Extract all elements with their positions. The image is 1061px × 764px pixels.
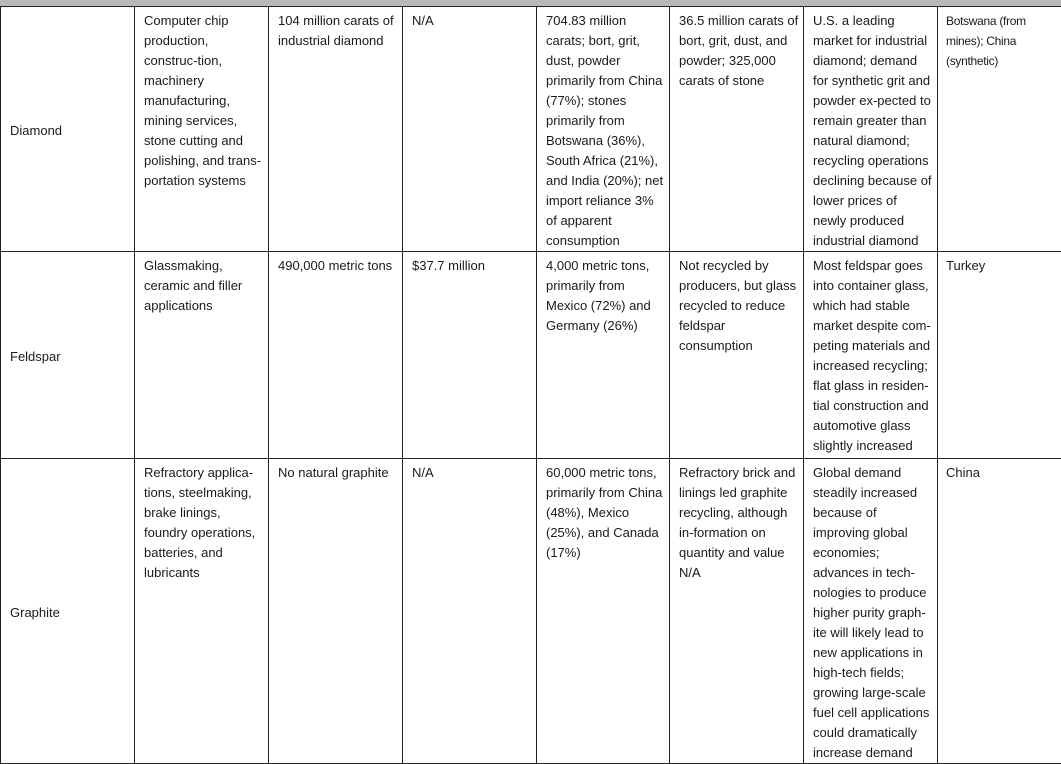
value-cell: N/A [403,7,537,252]
recycling-cell: Refractory brick and linings led graphite recycling, although in-formation on quantity and value N/A [670,459,804,764]
value-cell: $37.7 million [403,252,537,459]
uses-cell: Glassmaking, ceramic and filler applications [135,252,269,459]
minerals-table [0,6,1061,764]
imports-cell: 704.83 million carats; bort, grit, dust, powder primarily from China (77%); stones primarily from Botswana (36%), South Africa (21%), and India (20%); net import reliance 3% of apparent consumption [537,7,670,252]
table-row-feldspar [1,252,1061,459]
table-row-graphite [1,459,1061,764]
leading-producer-cell: Turkey [938,252,1061,459]
outlook-cell: Most feldspar goes into container glass, which had stable market despite com-peting materials and increased recycling; flat glass in residen-tial construction and automotive glass slightly increased [804,252,938,459]
leading-producer-cell: China [938,459,1061,764]
uses-cell: Computer chip production, construc-tion, machinery manufacturing, mining services, stone cutting and polishing, and trans-portation systems [135,7,269,252]
value-cell: N/A [403,459,537,764]
mineral-name-cell: Graphite [1,459,135,764]
leading-producer-cell: Botswana (from mines); China (synthetic) [938,7,1061,252]
uses-cell: Refractory applica-tions, steelmaking, brake linings, foundry operations, batteries, and lubricants [135,459,269,764]
recycling-cell: 36.5 million carats of bort, grit, dust, and powder; 325,000 carats of stone [670,7,804,252]
table-row-diamond [1,7,1061,252]
production-cell: 490,000 metric tons [269,252,403,459]
production-cell: 104 million carats of industrial diamond [269,7,403,252]
recycling-cell: Not recycled by producers, but glass recycled to reduce feldspar consumption [670,252,804,459]
outlook-cell: U.S. a leading market for industrial diamond; demand for synthetic grit and powder ex-pected to remain greater than natural diamond; recycling operations declining because of lower prices of newly produced industrial diamond [804,7,938,252]
outlook-cell: Global demand steadily increased because of improving global economies; advances in tech-nologies to produce higher purity graph-ite will likely lead to new applications in high-tech fields; growing large-scale fuel cell applications could dramatically increase demand [804,459,938,764]
imports-cell: 60,000 metric tons, primarily from China (48%), Mexico (25%), and Canada (17%) [537,459,670,764]
production-cell: No natural graphite [269,459,403,764]
mineral-name-cell: Feldspar [1,252,135,459]
imports-cell: 4,000 metric tons, primarily from Mexico (72%) and Germany (26%) [537,252,670,459]
mineral-name-cell: Diamond [1,7,135,252]
